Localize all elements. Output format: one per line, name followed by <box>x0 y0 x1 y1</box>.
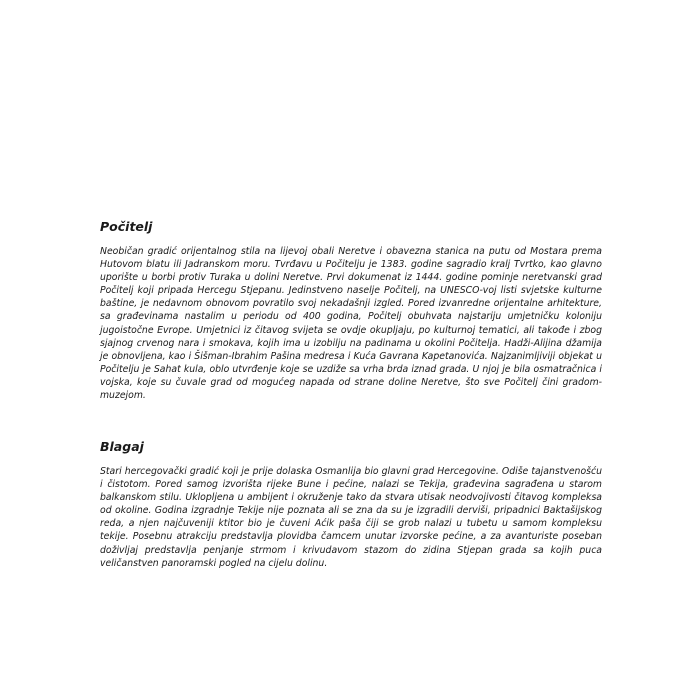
section-body-blagaj: Stari hercegovački gradić koji je prije dolaska Osmanlija bio glavni grad Hercegovine. Odiše tajanstvenošću i čistotom. Pored samog izvorišta rijeke Bune i pećine, nalazi se Tekija, građevina sagrađena u starom balkanskom stilu. Uklopljena u ambijent i okruženje tako da stvara utisak neodvojivosti čitavog kompleksa od okoline. Godina izgradnje Tekije nije poznata ali se zna da su je izgradili derviši, pripadnici Baktašijskog reda, a njen najčuveniji ktitor bio je čuveni Aćik paša čiji se grob nalazi u tubetu u samom kompleksu tekije. Posebnu atrakciju predstavlja plovidba čamcem unutar izvorske pećine, a za avanturiste poseban doživljaj predstavlja penjanje strmom i krivudavom stazom do zidina Stjepan grada sa kojih puca veličanstven panoramski pogled na cijelu dolinu. <box>100 466 602 569</box>
section-heading-pocitelj: Počitelj <box>100 219 153 234</box>
section-heading-blagaj: Blagaj <box>100 439 144 454</box>
section-body-pocitelj: Neobičan gradić orijentalnog stila na lijevoj obali Neretve i obavezna stanica na putu od Mostara prema Hutovom blatu ili Jadranskom moru. Tvrđavu u Počitelju je 1383. godine sagradio kralj Tvrtko, kao glavno uporište u borbi protiv Turaka u dolini Neretve. Prvi dokumenat iz 1444. godine pominje neretvanski grad Počitelj koji pripada Hercegu Stjepanu. Jedinstveno naselje Počitelj, na UNESCO-voj listi svjetske kulturne baštine, je nedavnom obnovom povratilo svoj nekadašnji izgled. Pored izvanredne orijentalne arhitekture, sa građevinama nastalim u periodu od 400 godina, Počitelj obuhvata najstariju umjetničku koloniju jugoistočne Evrope. Umjetnici iz čitavog svijeta se ovdje okupljaju, po kulturnoj tematici, ali takođe i zbog sjajnog crvenog nara i smokava, kojih ima u izobilju na padinama u okolini Počitelja. Hadži-Alijina džamija je obnovljena, kao i Šišman-Ibrahim Pašina medresa i Kuća Gavrana Kapetanovića. Najzanimljiviji objekat u Počitelju je Sahat kula, oblo utvrđenje koje se uzdiže sa vrha brda iznad grada. U njoj je bila osmatračnica i vojska, koje su čuvale grad od mogućeg napada od strane doline Neretve, što sve Počitelj čini gradom-muzejom. <box>100 246 602 402</box>
section-blagaj <box>100 439 602 570</box>
section-pocitelj <box>100 219 602 402</box>
